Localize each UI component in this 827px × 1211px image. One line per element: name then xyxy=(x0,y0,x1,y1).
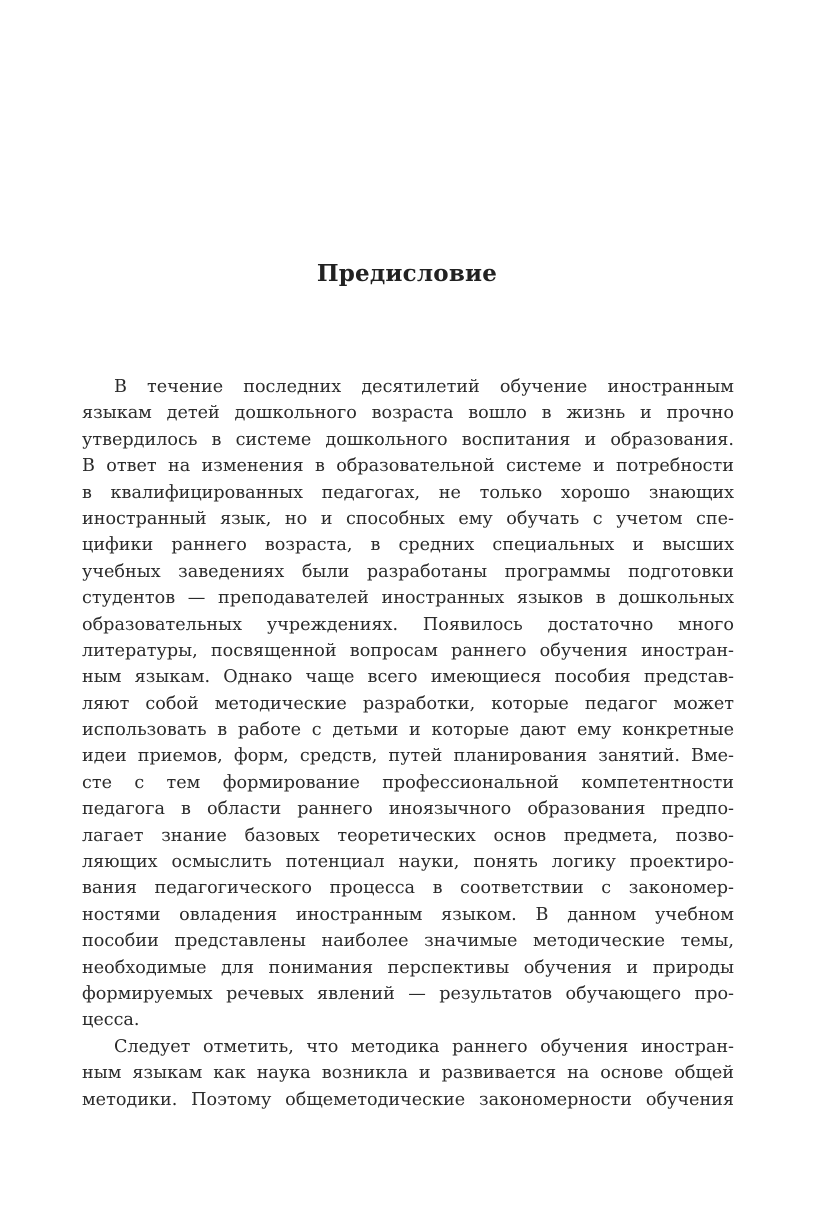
text-line: студентов — преподавателей иностранных языков в дошкольных xyxy=(82,588,734,609)
text-line: вания педагогического процесса в соответствии с закономер- xyxy=(82,878,734,899)
text-line: ляющих осмыслить потенциал науки, понять логику проектиро- xyxy=(82,852,734,873)
paragraph-1 xyxy=(82,374,734,1034)
body-text xyxy=(82,374,734,1113)
text-line: Следует отметить, что методика раннего обучения иностран- xyxy=(114,1036,734,1057)
text-line: ляют собой методические разработки, которые педагог может xyxy=(82,693,734,714)
paragraph-2 xyxy=(82,1034,734,1113)
text-line: иностранный язык, но и способных ему обучать с учетом спе- xyxy=(82,508,734,529)
text-line: ным языкам как наука возникла и развивается на основе общей xyxy=(82,1063,734,1084)
text-line: педагога в области раннего иноязычного образования предпо- xyxy=(82,799,734,820)
text-line: лагает знание базовых теоретических основ предмета, позво- xyxy=(82,825,734,846)
text-line: в квалифицированных педагогах, не только хорошо знающих xyxy=(82,482,734,503)
text-line: формируемых речевых явлений — результатов обучающего про- xyxy=(82,983,734,1004)
page-title: Предисловие xyxy=(316,260,498,287)
text-line: использовать в работе с детьми и которые дают ему конкретные xyxy=(82,720,734,741)
text-line: ностями овладения иностранным языком. В данном учебном xyxy=(82,904,734,925)
text-line: В течение последних десятилетий обучение иностранным xyxy=(114,377,734,397)
text-line: пособии представлены наиболее значимые методические темы, xyxy=(82,931,734,952)
text-line: сте с тем формирование профессиональной компетентности xyxy=(82,772,734,793)
text-line: утвердилось в системе дошкольного воспитания и образования. xyxy=(82,429,734,450)
text-line: цесса. xyxy=(82,1010,140,1031)
text-line: ным языкам. Однако чаще всего имеющиеся пособия представ- xyxy=(82,667,734,688)
text-line: образовательных учреждениях. Появилось достаточно много xyxy=(82,614,734,635)
text-line: В ответ на изменения в образовательной системе и потребности xyxy=(82,456,734,477)
text-line: литературы, посвященной вопросам раннего обучения иностран- xyxy=(82,640,734,661)
text-line: учебных заведениях были разработаны программы подготовки xyxy=(82,561,734,582)
text-line: необходимые для понимания перспективы обучения и природы xyxy=(82,957,734,978)
text-line: идеи приемов, форм, средств, путей планирования занятий. Вме- xyxy=(82,746,734,767)
text-line: методики. Поэтому общеметодические закономерности обучения xyxy=(82,1089,734,1110)
text-line: языкам детей дошкольного возраста вошло в жизнь и прочно xyxy=(82,403,734,424)
text-line: цифики раннего возраста, в средних специальных и высших xyxy=(82,535,734,556)
